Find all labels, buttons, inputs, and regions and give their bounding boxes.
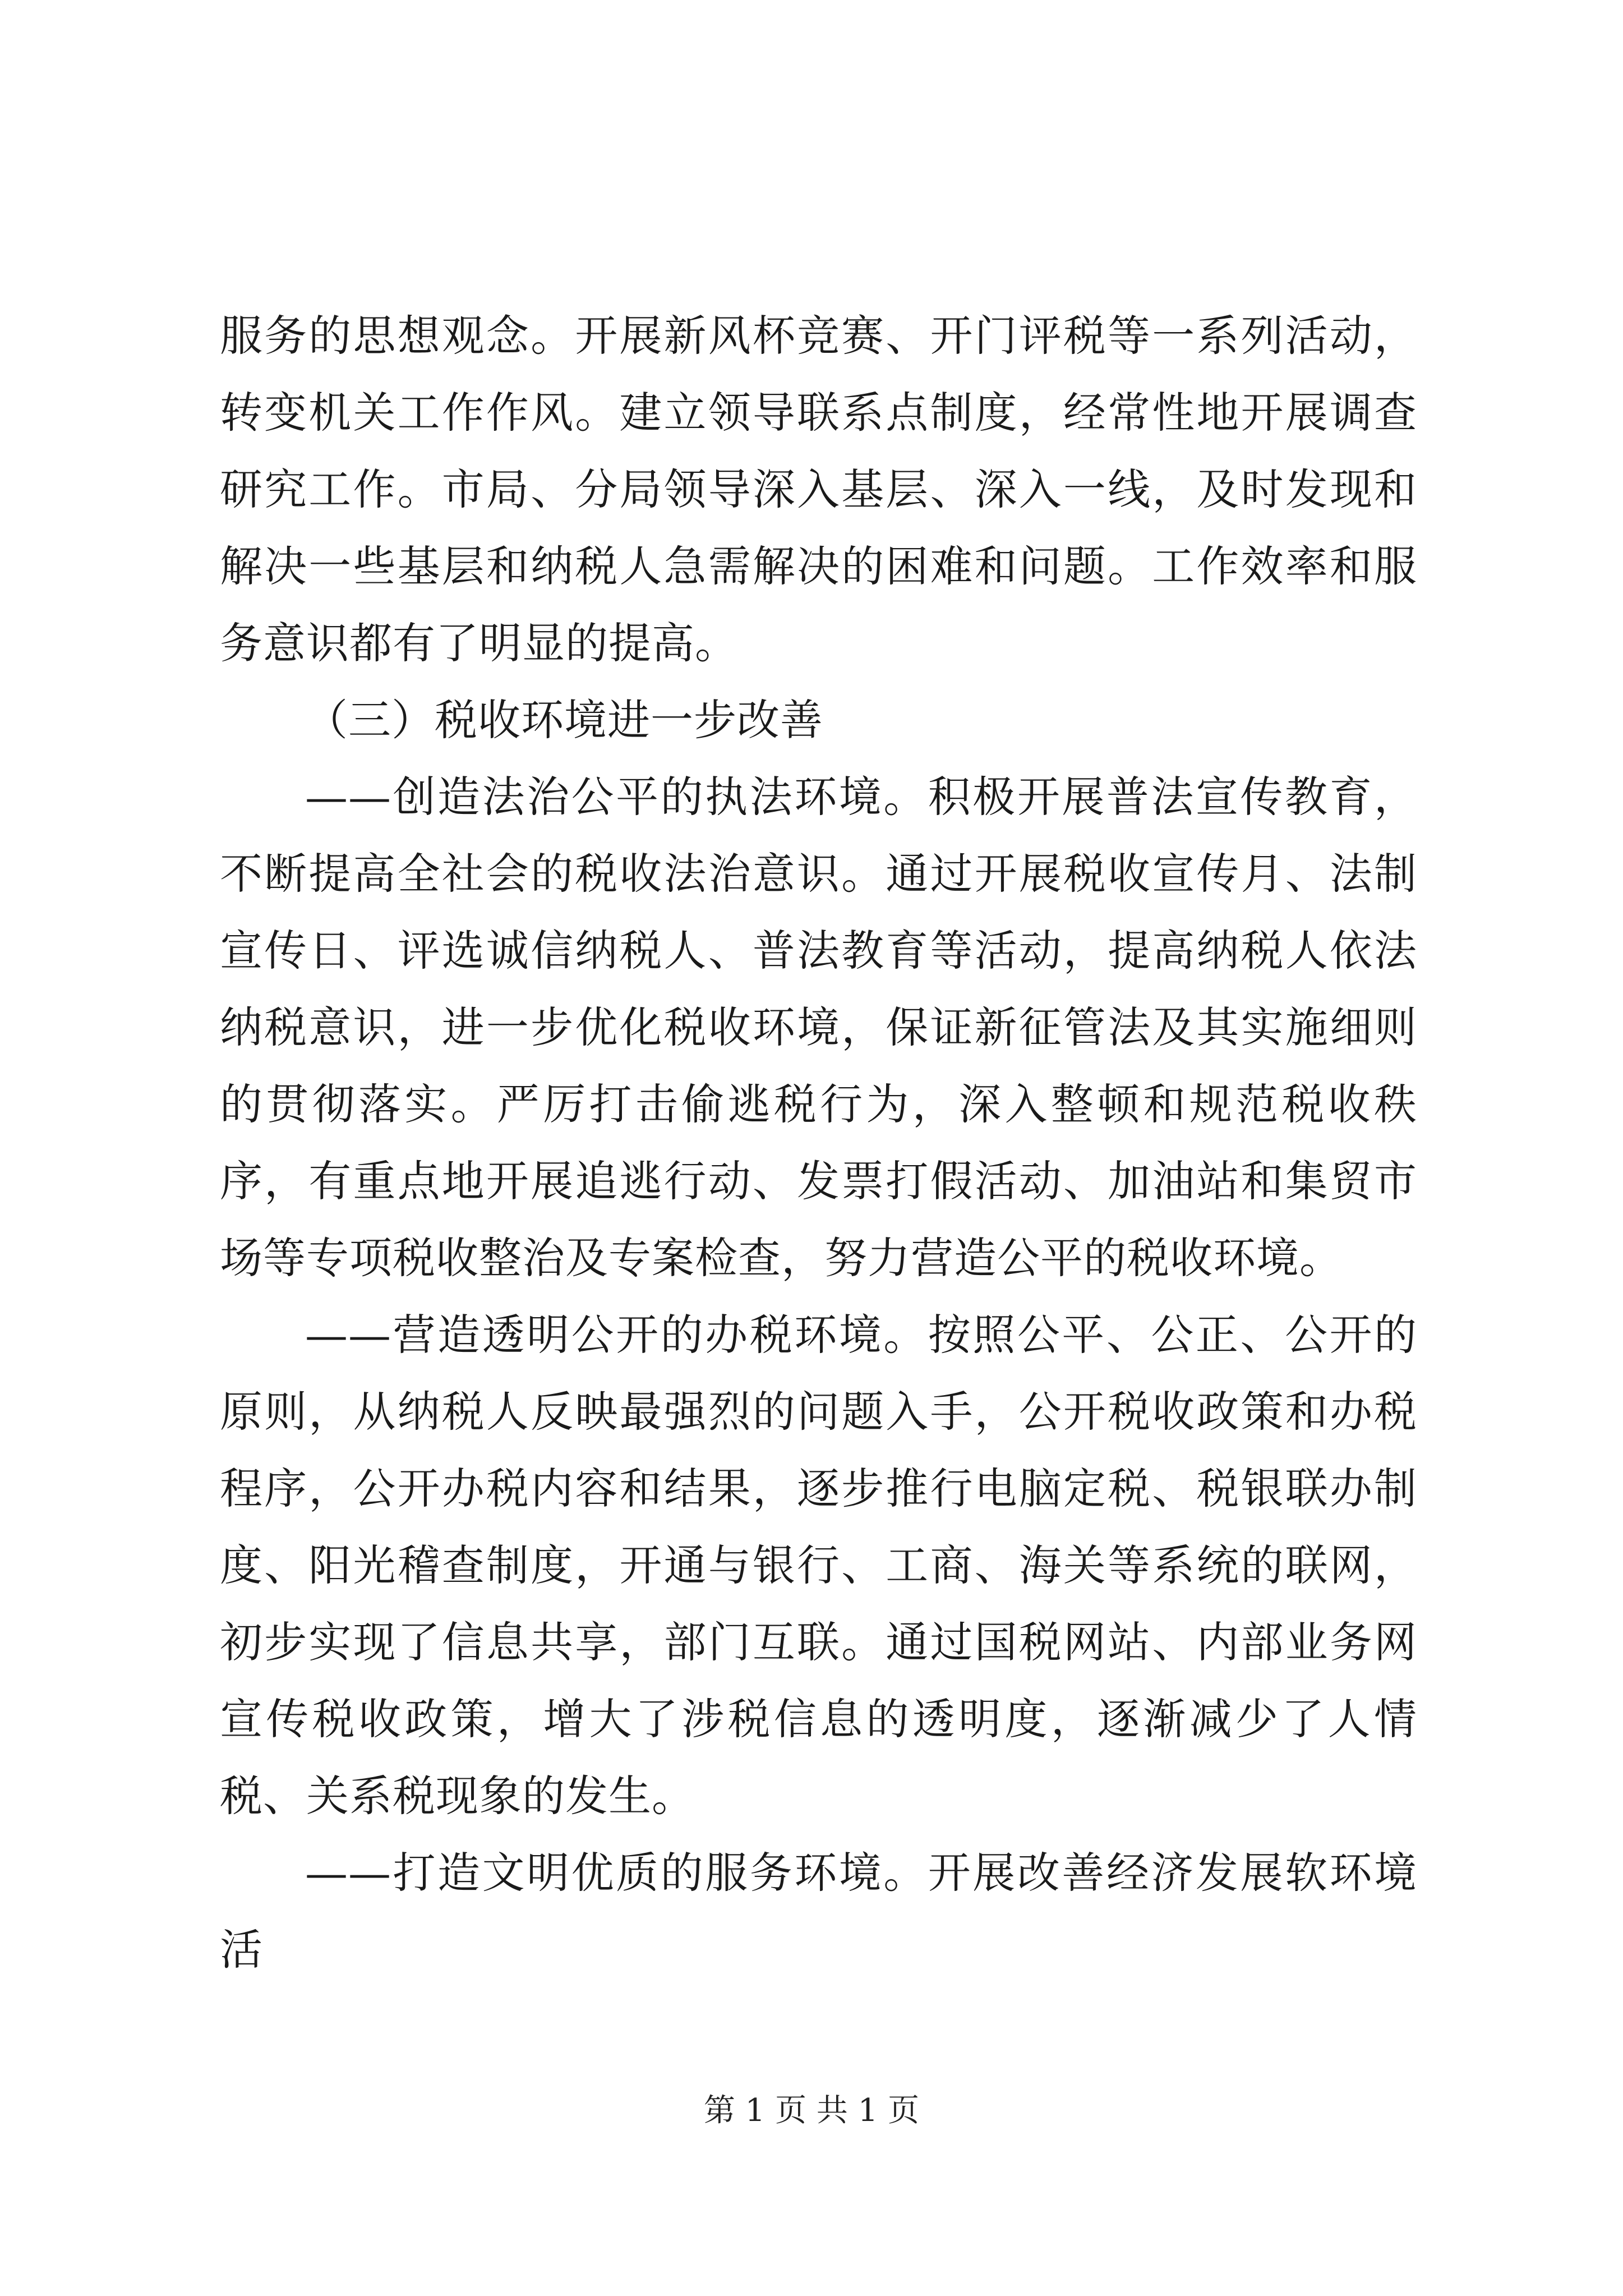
page-footer: [0, 2091, 1623, 2131]
paragraph-transparency: ——营造透明公开的办税环境。按照公平、公正、公开的原则，从纳税人反映最强烈的问题入手，公开税收政策和办税程序，公开办税内容和结果，逐步推行电脑定税、税银联办制度、阳光稽查制度，开通与银行、工商、海关等系统的联网，初步实现了信息共享，部门互联。通过国税网站、内部业务网宣传税收政策，增大了涉税信息的透明度，逐渐减少了人情税、关系税现象的发生。: [220, 1310, 1417, 1821]
paragraph-continuation: 服务的思想观念。开展新风杯竞赛、开门评税等一系列活动，转变机关工作作风。建立领导联系点制度，经常性地开展调查研究工作。市局、分局领导深入基层、深入一线，及时发现和解决一些基层和纳税人急需解决的困难和问题。工作效率和服务意识都有了明显的提高。: [220, 311, 1417, 668]
page-number-label: 第 1 页 共 1 页: [703, 2092, 920, 2129]
paragraph-service-environment: ——打造文明优质的服务环境。开展改善经济发展软环境活: [220, 1848, 1417, 1975]
section-heading: （三）税收环境进一步改善: [305, 695, 823, 745]
paragraph-law-enforcement: ——创造法治公平的执法环境。积极开展普法宣传教育，不断提高全社会的税收法治意识。通过开展税收宣传月、法制宣传日、评选诚信纳税人、普法教育等活动，提高纳税人依法纳税意识，进一步优化税收环境，保证新征管法及其实施细则的贯彻落实。严厉打击偷逃税行为，深入整顿和规范税收秩序，有重点地开展追逃行动、发票打假活动、加油站和集贸市场等专项税收整治及专案检查，努力营造公平的税收环境。: [220, 772, 1417, 1283]
document-body: [220, 297, 1417, 1988]
